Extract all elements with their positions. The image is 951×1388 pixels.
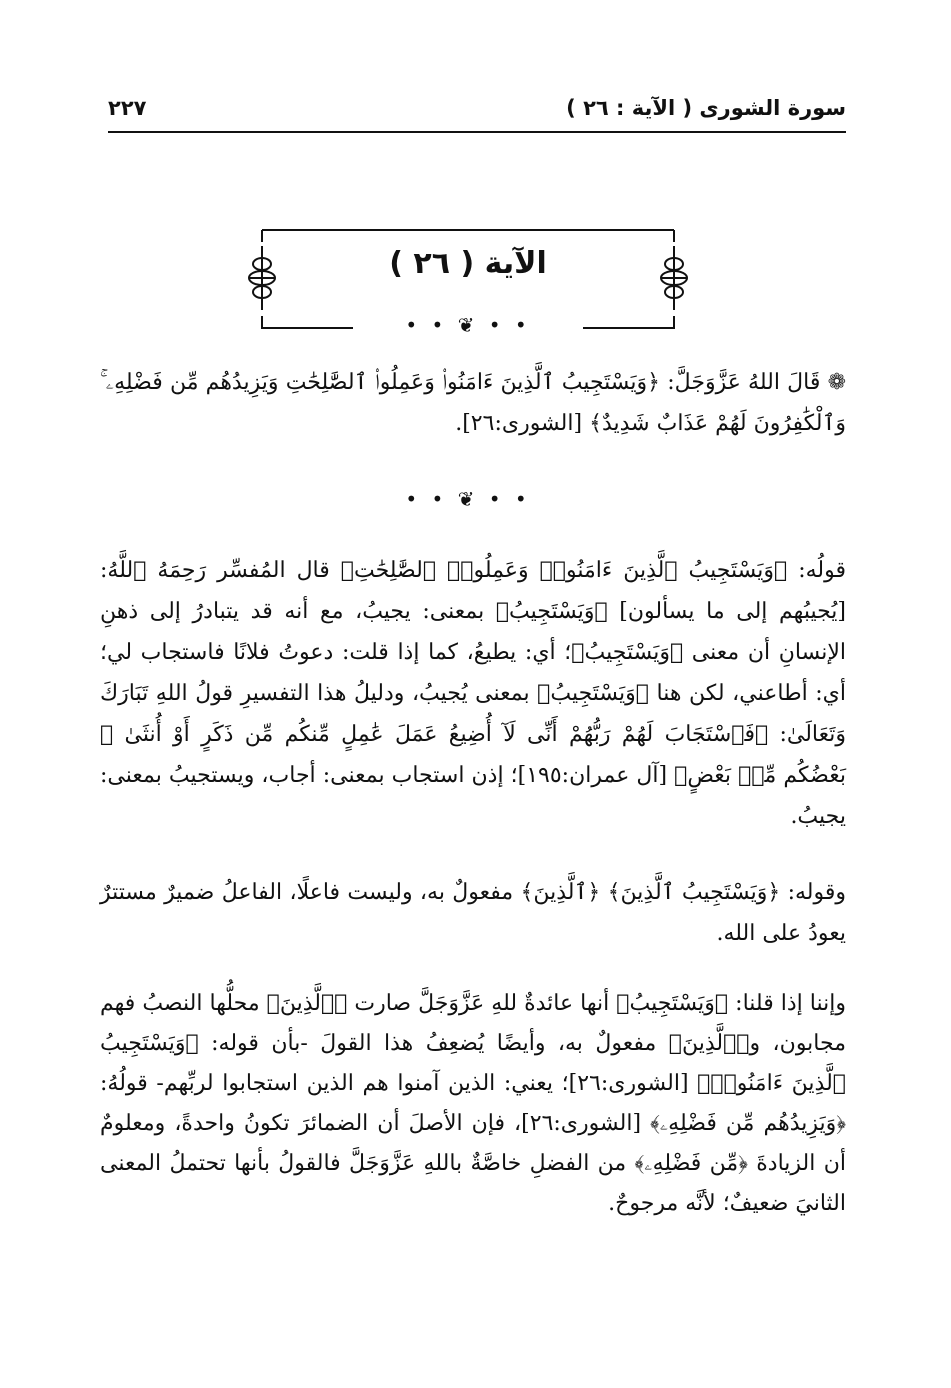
page-number: ٢٢٧ — [108, 96, 147, 120]
section-separator: • • ❦ • • — [405, 487, 531, 511]
running-header — [108, 92, 846, 128]
ayah-title: الآية ( ٢٦ ) — [389, 246, 547, 281]
commentary-paragraph-2: وقوله: ﴿وَيَسْتَجِيبُ ٱلَّذِينَ﴾ ﴿ٱلَّذِينَ﴾ مفعولٌ به، وليست فاعلًا، الفاعلُ ضميرٌ مستترٌ يعودُ على الله. — [100, 880, 846, 946]
commentary-paragraph-3: وإننا إذا قلنا: ﴿وَيَسْتَجِيبُ﴾ أنها عائدةٌ للهِ عَزَّوَجَلَّ صارت ﴿ٱلَّذِينَ﴾ محلُّها النصبُ فهم مجابون، و﴿ٱلَّذِينَ﴾ مفعولٌ به، وأيضًا يُضعِفُ هذا القولَ -بأن قوله: ﴿وَيَسْتَجِيبُ ٱلَّذِينَ ءَامَنُوا۟﴾ [الشورى:٢٦]؛ يعني: الذين آمنوا هم الذين استجابوا لربِّهم- قولُهُ: ﴿وَيَزِيدُهُم مِّن فَضْلِهِۦ﴾ [الشورى:٢٦]، فإن الأصلَ أن الضمائرَ تكونُ واحدةً، ومعلومٌ أن الزيادةَ ﴿مِّن فَضْلِهِۦ﴾ من الفضلِ خاصَّةٌ باللهِ عَزَّوَجَلَّ فالقولُ بأنها تحتملُ المعنى الثانيَ ضعيفٌ؛ لأنَّه مرجوحٌ. — [100, 991, 847, 1216]
header-divider — [108, 131, 846, 133]
verse-paragraph — [100, 362, 846, 444]
flower-icon: ❁ — [827, 370, 847, 395]
heading-ornament: • • ❦ • • — [405, 313, 531, 337]
surah-reference: سورة الشورى ( الآية : ٢٦ ) — [566, 96, 846, 120]
commentary-paragraph-1: قولُه: ﴿وَيَسْتَجِيبُ ٱلَّذِينَ ءَامَنُوا۟ وَعَمِلُوا۟ ٱلصَّٰلِحَٰتِ﴾ قال المُفسِّر رَحِمَهُ ٱللَّهُ: [يُجيبُهم إلى ما يسألون] ﴿وَيَسْتَجِيبُ﴾ بمعنى: يجيبُ، مع أنه قد يتبادرُ إلى ذهنِ الإنسانِ أن معنى ﴿وَيَسْتَجِيبُ﴾؛ أي: يطيعُ، كما إذا قلت: دعوتُ فلانًا فاستجاب لي؛ أي: أطاعني، لكن هنا ﴿وَيَسْتَجِيبُ﴾ بمعنى يُجيبُ، ودليلُ هذا التفسيرِ قولُ اللهِ تَبَارَكَ وَتَعَالَىٰ: ﴿فَٱسْتَجَابَ لَهُمْ رَبُّهُمْ أَنِّى لَآ أُضِيعُ عَمَلَ عَٰمِلٍ مِّنكُم مِّن ذَكَرٍ أَوْ أُنثَىٰ ۖ بَعْضُكُم مِّنۢ بَعْضٍ﴾ [آل عمران:١٩٥]؛ إذن استجاب بمعنى: أجاب، ويستجيبُ بمعنى: يجيبُ. — [100, 558, 846, 829]
verse-text: قَالَ اللهُ عَزَّوَجَلَّ: ﴿وَيَسْتَجِيبُ ٱلَّذِينَ ءَامَنُوا۟ وَعَمِلُوا۟ ٱلصَّٰلِحَٰتِ وَيَزِيدُهُم مِّن فَضْلِهِۦ ۚ وَٱلْكَٰفِرُونَ لَهُمْ عَذَابٌ شَدِيدٌ﴾ [الشورى:٢٦]. — [100, 370, 846, 436]
